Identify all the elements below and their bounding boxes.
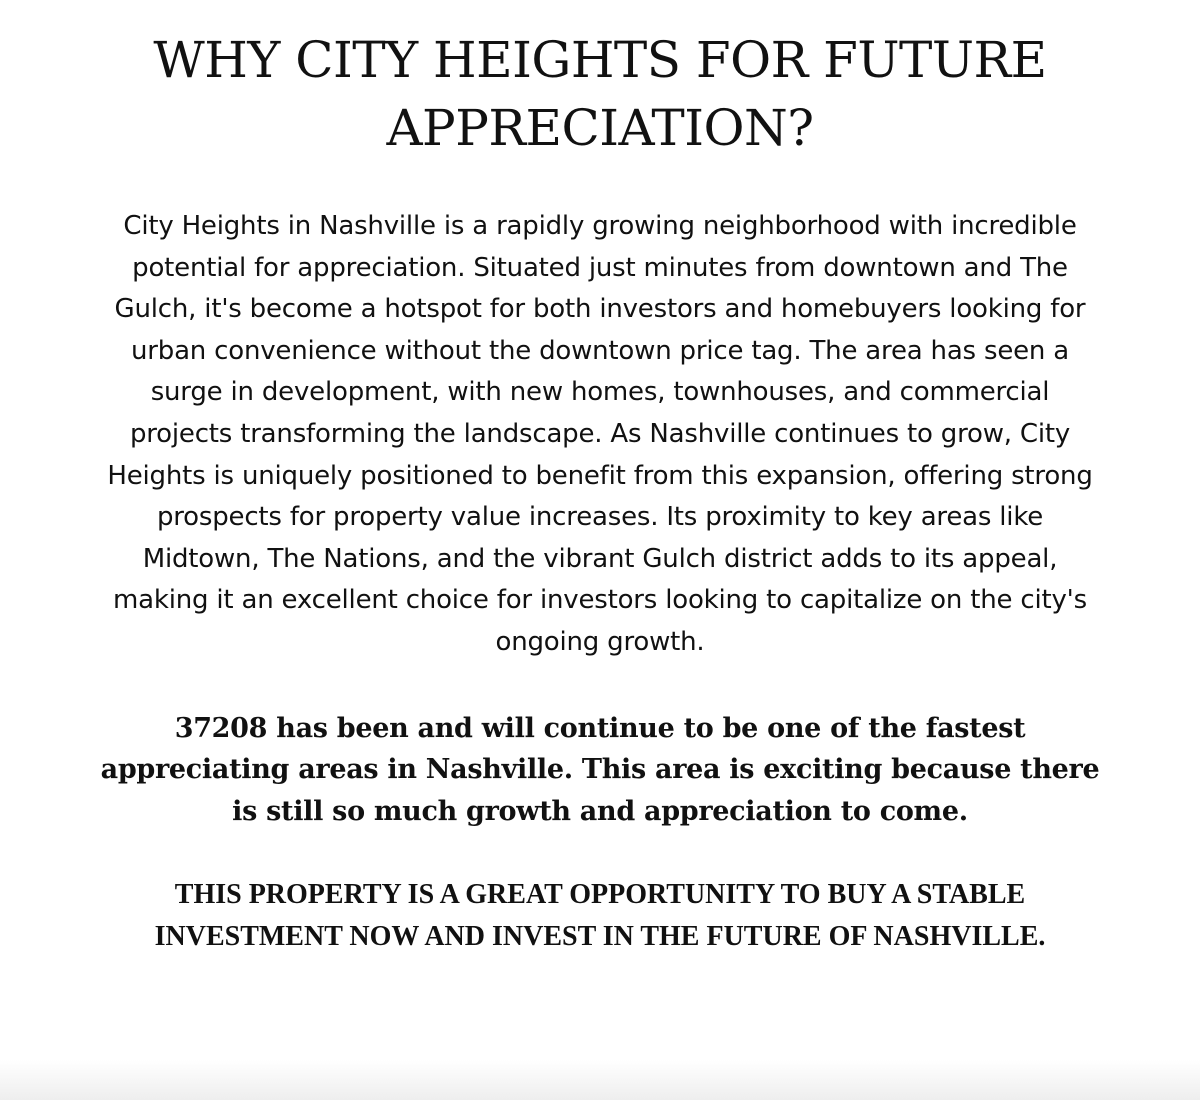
call-to-action-text: THIS PROPERTY IS A GREAT OPPORTUNITY TO BUY A STABLE INVESTMENT NOW AND INVEST IN THE FUTURE OF NASHVILLE. <box>154 879 1046 952</box>
description-paragraph: City Heights in Nashville is a rapidly growing neighborhood with incredible potential for appreciation. Situated just minutes from downtown and The Gulch, it's become a hotspot for both investors and homebuyers looking for urban convenience without the downtown price tag. The area has seen a surge in development, with new homes, townhouses, and commercial projects transforming the landscape. As Nashville continues to grow, City Heights is uniquely positioned to benefit from this expansion, offering strong prospects for property value increases. Its proximity to key areas like Midtown, The Nations, and the vibrant Gulch district adds to its appeal, making it an excellent choice for investors looking to capitalize on the city's ongoing growth. <box>107 211 1093 657</box>
bottom-fade <box>0 1060 1200 1100</box>
section-title: WHY CITY HEIGHTS FOR FUTURE APPRECIATION? <box>153 31 1047 157</box>
content-section <box>100 26 1100 958</box>
highlight-paragraph: 37208 has been and will continue to be one of the fastest appreciating areas in Nashville. This area is exciting because there is still so much growth and appreciation to come. <box>100 712 1100 827</box>
